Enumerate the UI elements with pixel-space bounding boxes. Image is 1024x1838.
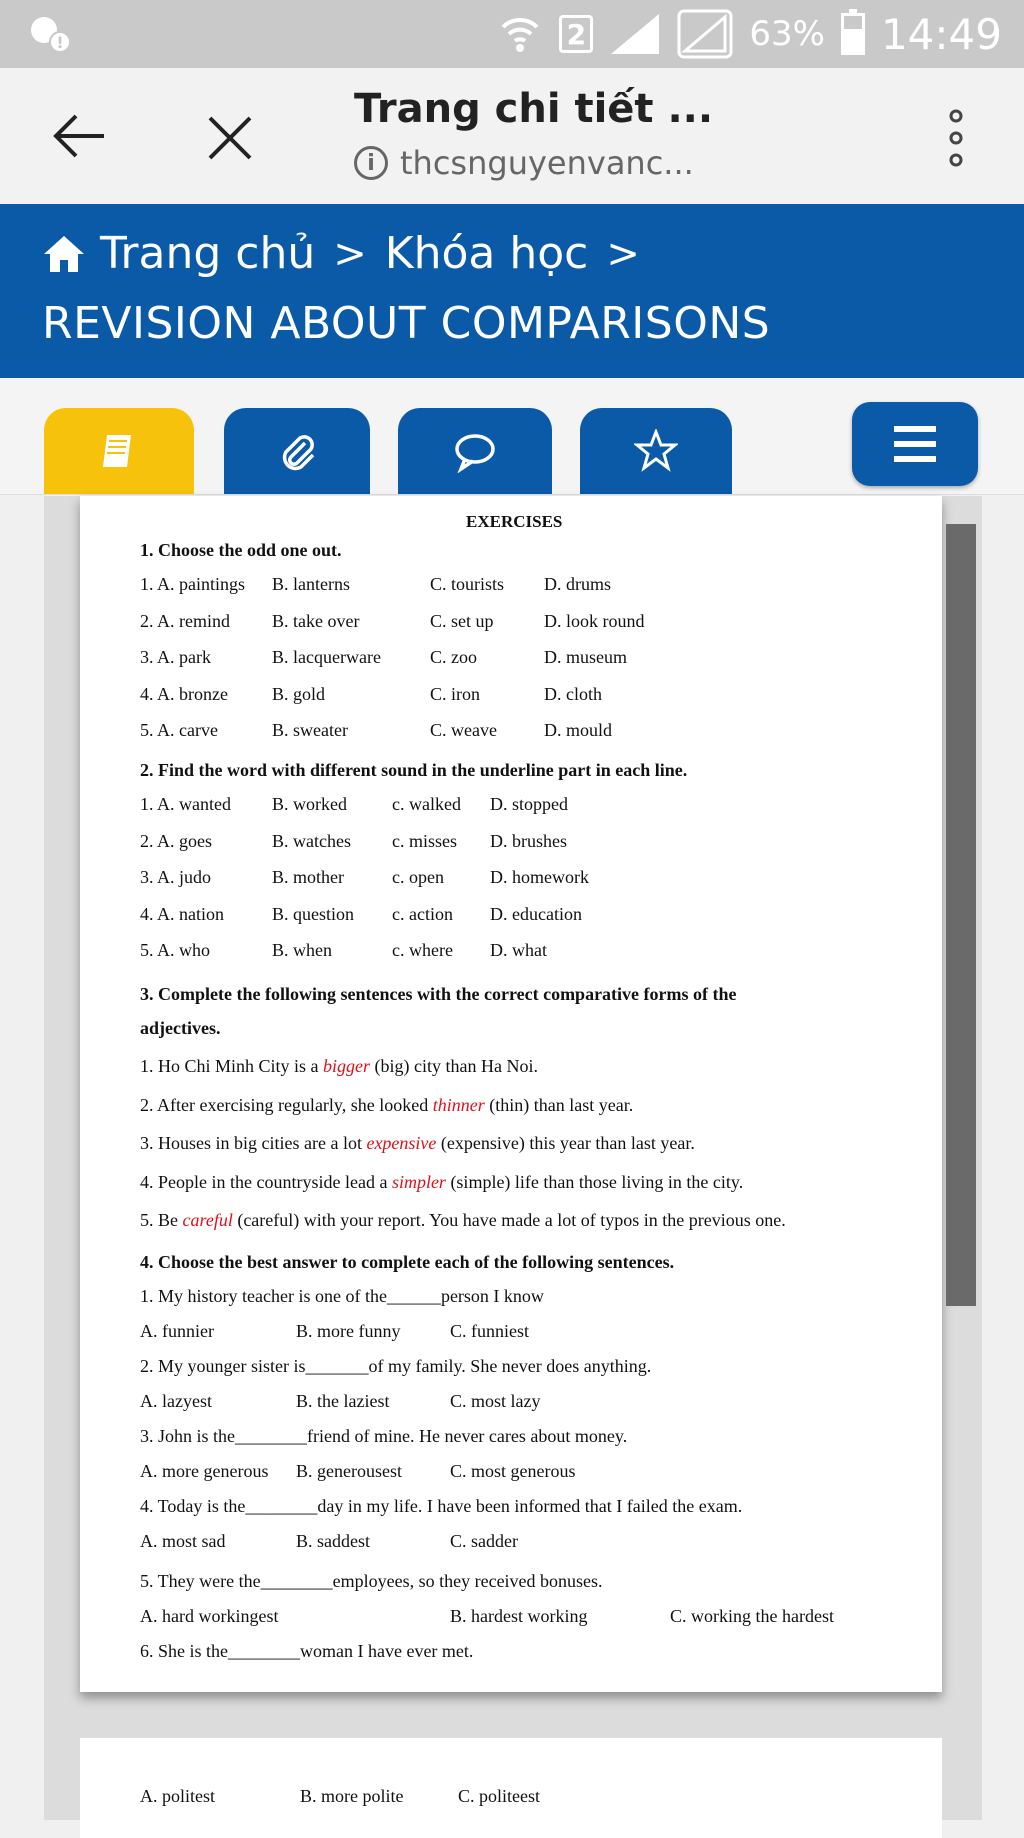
handwritten-answer: thinner [432, 1094, 490, 1115]
answer-option: B. generousest [296, 1461, 402, 1481]
answer-option: C. funniest [450, 1321, 529, 1341]
answer-option: A. more generous [140, 1461, 269, 1481]
answer-option: C. sadder [450, 1531, 518, 1551]
answer-option: C. most lazy [450, 1391, 541, 1411]
section-heading-cont: adjectives. [140, 1018, 221, 1038]
option-cell: B. gold [272, 683, 326, 704]
location-alert-icon [28, 14, 72, 54]
option-cell: 2. A. goes [140, 830, 212, 851]
sentence-line [140, 1095, 633, 1116]
answer-option: B. saddest [296, 1531, 370, 1551]
home-icon[interactable] [42, 234, 86, 274]
book-icon [97, 429, 141, 473]
question-text: 3. John is the________friend of mine. He never cares about money. [140, 1426, 628, 1446]
answer-option: B. more polite [300, 1786, 404, 1806]
question-text: 4. Today is the________day in my life. I have been informed that I failed the exam. [140, 1496, 743, 1516]
overflow-menu-icon[interactable] [944, 108, 968, 168]
sentence-text: 5. Be [140, 1210, 183, 1230]
option-cell: D. cloth [544, 683, 602, 704]
answer-option: A. politest [140, 1786, 215, 1806]
breadcrumb-course[interactable]: Khóa học [384, 228, 589, 279]
wifi-hotspot-icon [497, 11, 543, 57]
option-cell: c. open [392, 867, 444, 887]
breadcrumb [42, 228, 658, 279]
handwritten-answer: careful [182, 1210, 238, 1230]
option-cell: 2. A. remind [140, 610, 230, 631]
sentence-text: 1. Ho Chi Minh City is a [140, 1056, 324, 1076]
option-cell: D. look round [544, 610, 645, 631]
star-icon [634, 429, 678, 473]
page-title: REVISION ABOUT COMPARISONS [42, 298, 771, 349]
option-cell: B. when [272, 940, 332, 960]
sentence-text: (thin) than last year. [489, 1094, 634, 1115]
sentence-text: (careful) with your report. You have made a lot of typos in the previous one. [237, 1210, 786, 1230]
answer-option: C. working the hardest [670, 1606, 834, 1626]
handwritten-answer: expensive [366, 1133, 441, 1153]
option-cell: c. walked [392, 794, 461, 814]
scrollbar-thumb[interactable] [946, 524, 976, 1306]
page-banner [0, 204, 1024, 378]
option-cell: C. weave [430, 720, 497, 740]
option-cell: B. question [272, 903, 355, 924]
option-cell: B. watches [272, 830, 351, 851]
answer-option: B. more funny [296, 1321, 401, 1341]
answer-option: A. most sad [140, 1531, 226, 1551]
sentence-text: (expensive) this year than last year. [440, 1133, 695, 1153]
answer-option: C. politeest [458, 1786, 540, 1806]
option-cell: B. sweater [272, 720, 348, 740]
back-arrow-icon[interactable] [50, 108, 110, 164]
handwritten-answer: bigger [323, 1056, 375, 1076]
option-cell: 1. A. paintings [140, 574, 246, 594]
handwritten-answer: simpler [391, 1171, 451, 1192]
info-icon[interactable]: i [354, 146, 388, 180]
battery-percent: 63% [749, 14, 825, 54]
option-cell: C. tourists [430, 574, 505, 594]
breadcrumb-separator: > [606, 230, 640, 277]
document-page [80, 496, 942, 1692]
hamburger-icon [892, 424, 938, 464]
option-cell: 3. A. judo [140, 867, 212, 887]
tab-bar [0, 378, 1024, 495]
clock: 14:49 [880, 9, 1002, 59]
section-heading: 2. Find the word with different sound in the underline part in each line. [140, 760, 688, 780]
option-cell: 4. A. bronze [140, 683, 228, 704]
option-cell: C. zoo [430, 647, 477, 667]
option-cell: B. worked [272, 794, 347, 814]
chat-bubble-icon [453, 429, 497, 473]
answer-option: B. the laziest [296, 1391, 390, 1411]
option-cell: 1. A. wanted [140, 794, 231, 814]
option-cell: c. action [392, 903, 453, 924]
status-bar [0, 0, 1024, 68]
sentence-line [140, 1133, 695, 1154]
svg-text:!: ! [56, 33, 64, 52]
sentence-line [140, 1056, 538, 1077]
tab-attachments[interactable] [224, 408, 370, 494]
option-cell: D. drums [544, 574, 611, 594]
tab-lesson[interactable] [44, 408, 194, 494]
menu-button[interactable] [852, 402, 978, 486]
url-row[interactable] [354, 144, 694, 182]
section-heading: 4. Choose the best answer to complete each of the following sentences. [140, 1252, 675, 1272]
option-cell: C. set up [430, 610, 494, 631]
url-text[interactable]: thcsnguyenvanc... [400, 144, 694, 182]
question-text: 5. They were the________employees, so they received bonuses. [140, 1571, 603, 1591]
option-cell: 3. A. park [140, 647, 211, 667]
option-cell: D. what [490, 940, 547, 960]
option-cell: 5. A. carve [140, 720, 218, 740]
sentence-text: 4. People in the countryside lead a [140, 1171, 392, 1192]
sentence-text: 2. After exercising regularly, she looked [140, 1094, 433, 1115]
signal-secondary-icon [677, 9, 733, 59]
question-text: 1. My history teacher is one of the______person I know [140, 1286, 544, 1306]
browser-page-title: Trang chi tiết ... [354, 86, 714, 132]
sentence-text: (simple) life than those living in the city. [450, 1171, 744, 1192]
breadcrumb-home[interactable]: Trang chủ [100, 228, 316, 279]
answer-option: B. hardest working [450, 1606, 588, 1626]
document-page-next [80, 1738, 942, 1838]
paperclip-icon [275, 429, 319, 473]
question-text: 2. My younger sister is_______of my family. She never does anything. [140, 1356, 652, 1376]
battery-icon [841, 13, 865, 55]
sentence-line [140, 1172, 743, 1193]
option-cell: D. mould [544, 720, 613, 740]
section-heading: 1. Choose the odd one out. [140, 540, 342, 560]
breadcrumb-separator: > [333, 230, 367, 277]
answer-option: A. hard workingest [140, 1606, 279, 1626]
tab-favorite[interactable] [580, 408, 732, 494]
option-cell: D. brushes [490, 830, 567, 851]
signal-icon [609, 12, 661, 56]
answer-option: A. funnier [140, 1321, 214, 1341]
option-cell: B. lanterns [272, 574, 350, 594]
option-cell: D. education [490, 903, 582, 924]
browser-toolbar [0, 68, 1024, 205]
close-icon[interactable] [206, 114, 254, 162]
option-cell: B. lacquerware [272, 647, 381, 667]
answer-option: A. lazyest [140, 1391, 212, 1411]
option-cell: B. take over [272, 610, 360, 631]
tab-comments[interactable] [398, 408, 552, 494]
option-cell: c. where [392, 940, 453, 960]
sim-slot-badge: 2 [559, 15, 593, 53]
option-cell: 5. A. who [140, 940, 211, 960]
option-cell: C. iron [430, 683, 481, 704]
option-cell: D. homework [490, 867, 589, 887]
option-cell: 4. A. nation [140, 903, 224, 924]
section-heading: 3. Complete the following sentences with the correct comparative forms of the [140, 984, 737, 1004]
option-cell: c. misses [392, 830, 457, 851]
sentence-line [140, 1210, 786, 1231]
option-cell: B. mother [272, 867, 344, 887]
exercises-title: EXERCISES [466, 512, 563, 531]
option-cell: D. museum [544, 647, 627, 667]
sentence-text: 3. Houses in big cities are a lot [140, 1133, 367, 1153]
document-viewer[interactable] [44, 496, 982, 1820]
option-cell: D. stopped [490, 794, 568, 814]
answer-option: C. most generous [450, 1461, 576, 1481]
question-text: 6. She is the________woman I have ever met. [140, 1641, 474, 1661]
sentence-text: (big) city than Ha Noi. [374, 1056, 538, 1076]
